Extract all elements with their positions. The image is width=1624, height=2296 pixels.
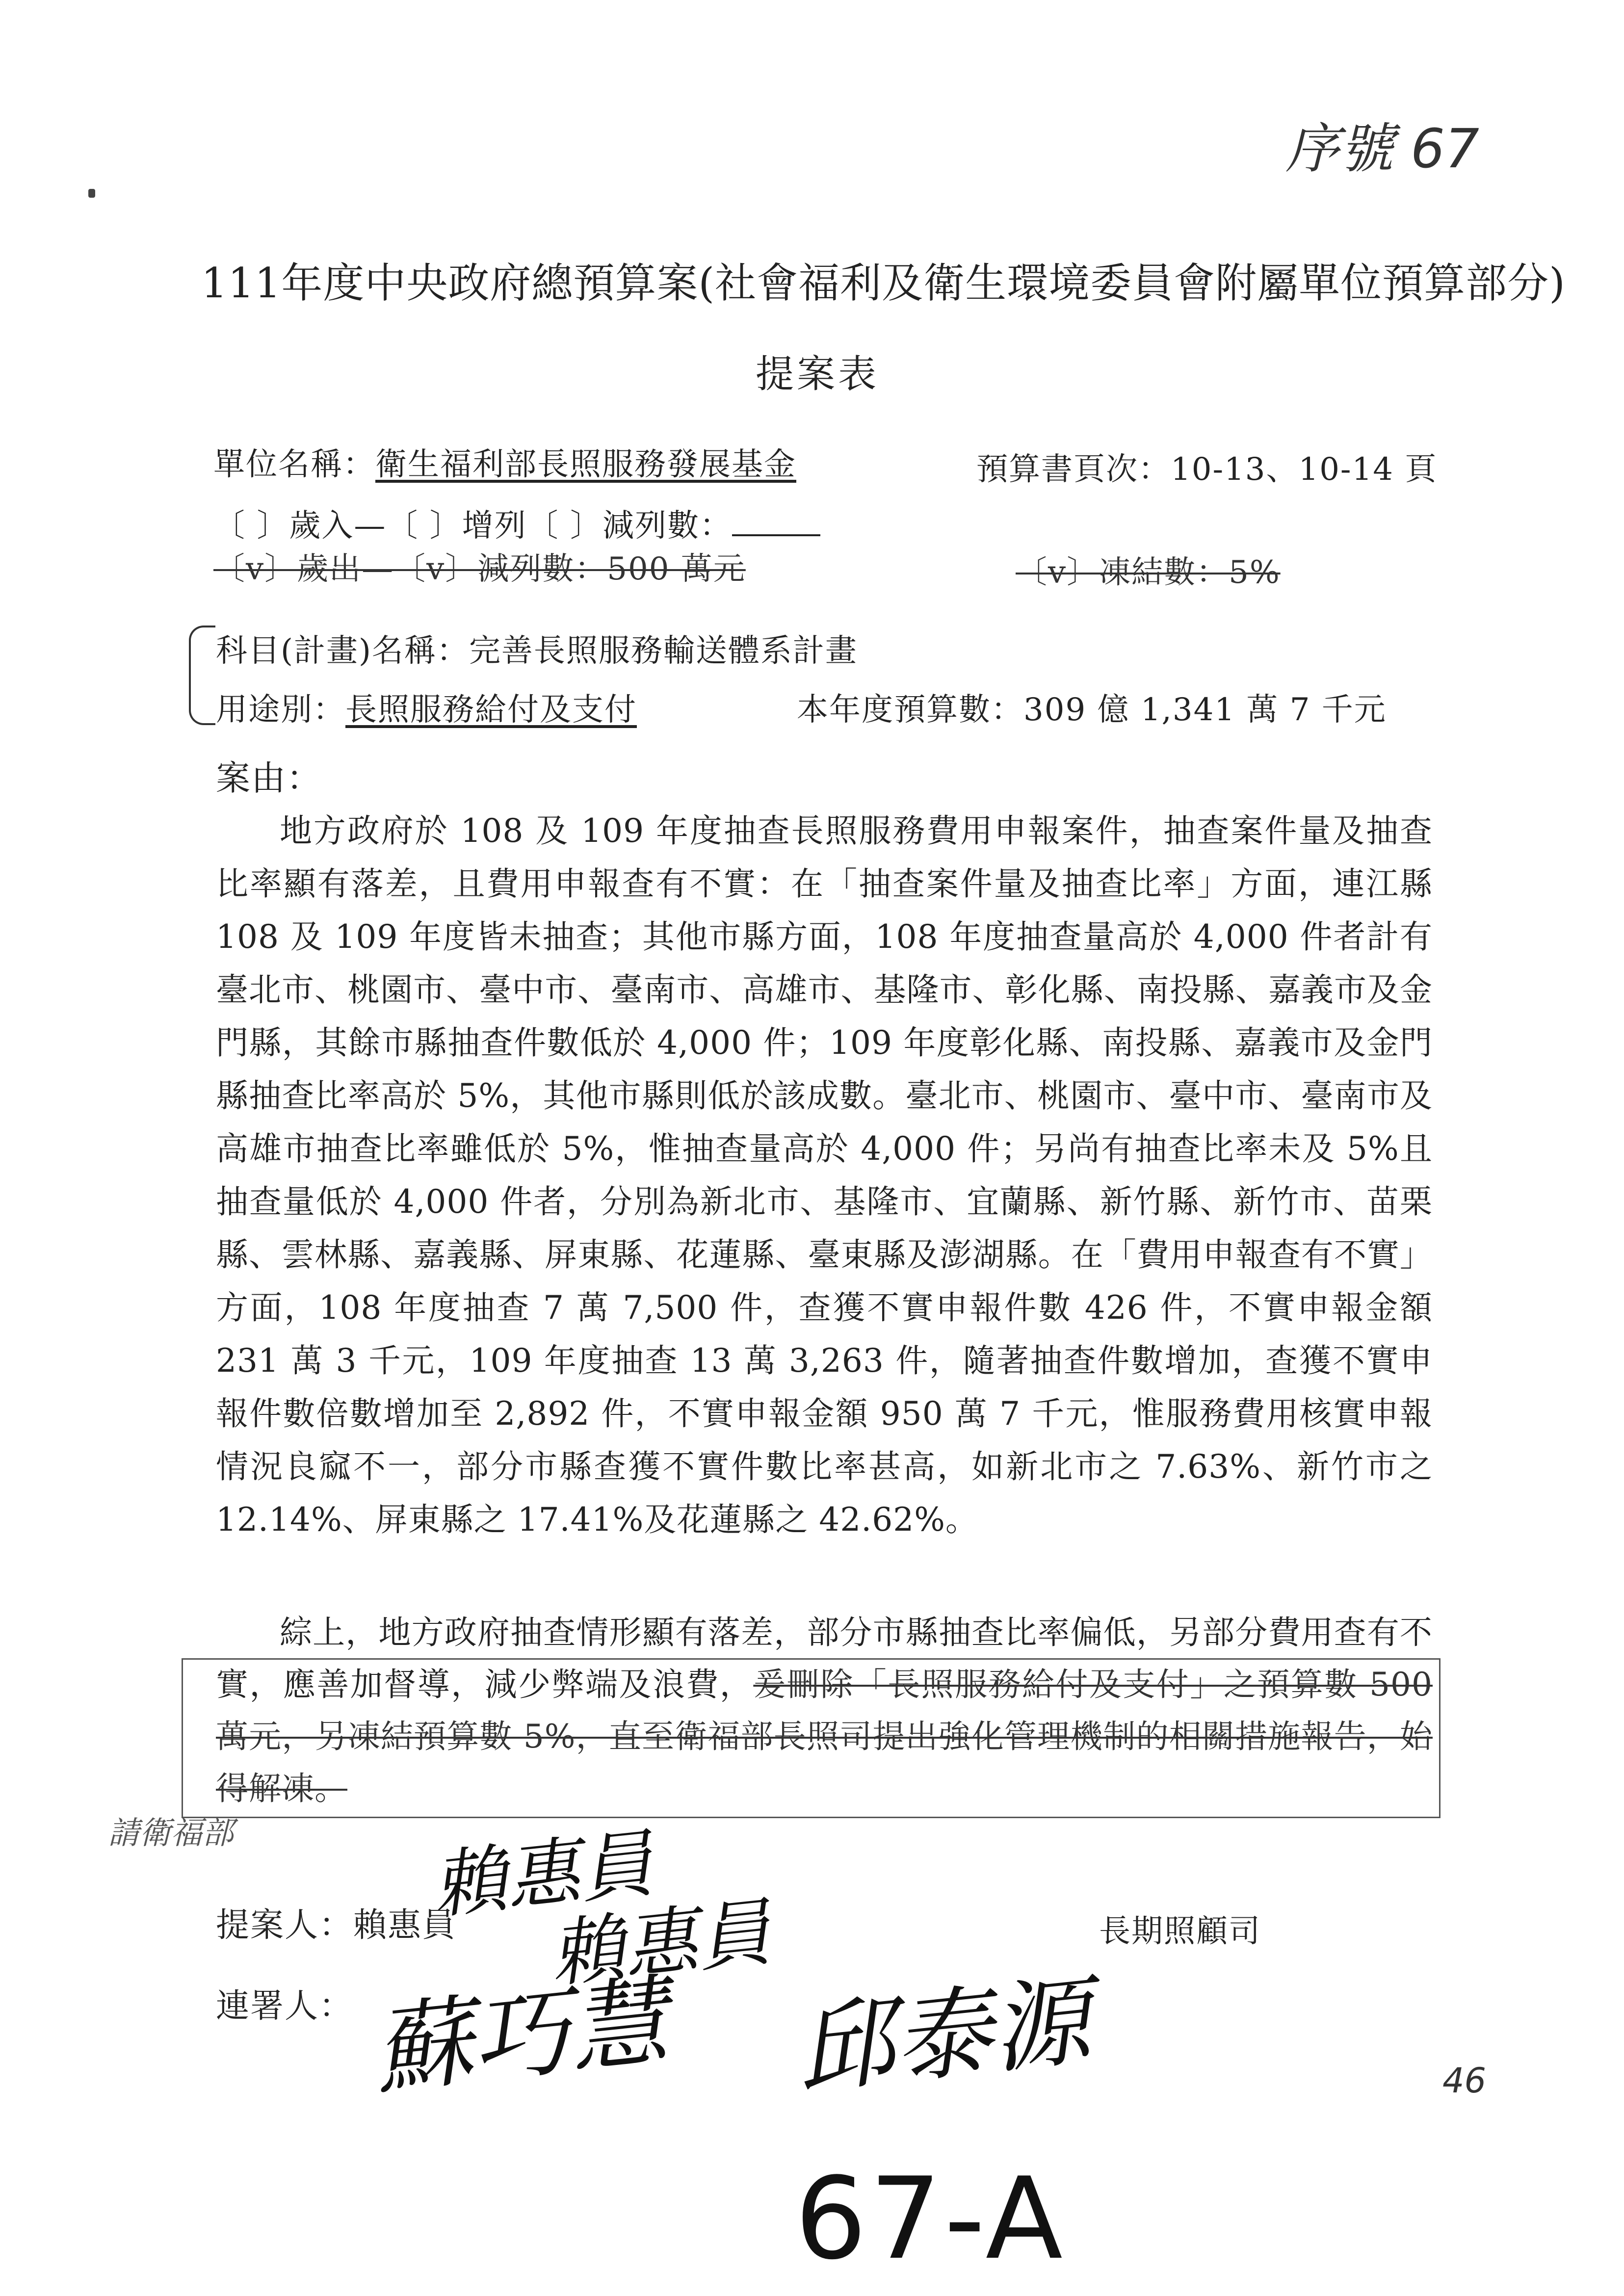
unit-value: 衛生福利部長照服務發展基金: [375, 446, 796, 483]
unit-row: [213, 439, 796, 484]
conclusion: [216, 1607, 1433, 1815]
serial-note: 序號 67: [1285, 117, 1479, 180]
pages-row: [976, 444, 1437, 489]
pages-value: 10-13、10-14 頁: [1171, 451, 1438, 488]
pages-label: 預算書頁次：: [976, 451, 1171, 488]
usage-value: 長照服務給付及支付: [345, 692, 637, 728]
freeze-row: 〔v〕凍結數：5%: [1016, 554, 1281, 591]
subject-row: [216, 626, 858, 671]
proposer-signature: 賴惠員: [428, 1821, 657, 1929]
budget-value: 309 億 1,341 萬 7 千元: [1023, 692, 1387, 728]
conclusion-struck: 爰刪除「長照服務給付及支付」之預算數 500 萬元，另凍結預算數 5%，直至衛福部長照司提出強化管理機制的相關措施報告，始得解凍。: [216, 1666, 1433, 1807]
revenue-options: 〔 〕歲入—〔 〕增列〔 〕減列數：: [213, 508, 733, 544]
expense-row: 〔v〕歲出—〔v〕減列數：500 萬元: [213, 551, 746, 587]
subject-bracket: [189, 626, 215, 725]
page-title: 111年度中央政府總預算案(社會福利及衛生環境委員會附屬單位預算部分): [201, 259, 1566, 307]
cosigner-label: 連署人：: [216, 1987, 354, 2026]
reason-label: 案由：: [216, 758, 322, 798]
revenue-blank: [732, 510, 820, 536]
usage-label: 用途別：: [216, 692, 345, 728]
revenue-row: [213, 500, 820, 546]
proposer-row: [216, 1899, 456, 1946]
proposer-label: 提案人：: [216, 1906, 354, 1945]
proposer-signature: 賴惠員: [546, 1889, 775, 1998]
speck: [88, 189, 95, 198]
cosigner-signature: 邱泰源: [790, 1964, 1096, 2109]
department: 長期照顧司: [1099, 1913, 1261, 1950]
form-subtitle: 提案表: [756, 352, 880, 396]
budget-label: 本年度預算數：: [797, 692, 1023, 728]
unit-label: 單位名稱：: [213, 446, 375, 483]
subject-value: 完善長照服務輸送體系計畫: [469, 633, 858, 669]
subject-label: 科目(計畫)名稱：: [216, 633, 469, 669]
margin-note: 請衛福部: [108, 1815, 234, 1852]
page-number: 46: [1442, 2061, 1487, 2101]
usage-row: [216, 684, 1387, 730]
stamp-number: 67-A: [795, 2154, 1066, 2285]
proposer-value: 賴惠員: [353, 1906, 457, 1945]
conclusion-kept: 綜上，地方政府抽查情形顯有落差，部分市縣抽查比率偏低，另部分費用查有不實，應善加督導，減少弊端及浪費，: [216, 1614, 1433, 1703]
cosigner-signature: 蘇巧慧: [368, 1964, 674, 2109]
reason-body: 地方政府於 108 及 109 年度抽查長照服務費用申報案件，抽查案件量及抽查比率顯有落差，且費用申報查有不實：在「抽查案件量及抽查比率」方面，連江縣 108 及 109 年度皆未抽查；其他市縣方面，108 年度抽查量高於 4,000 件者計有臺北市、桃園市、臺中市、臺南市、高雄市、基隆市、彰化縣、南投縣、嘉義市及金門縣，其餘市縣抽查件數低於 4,000 件；109 年度彰化縣、南投縣、嘉義市及金門縣抽查比率高於 5%，其他市縣則低於該成數。臺北市、桃園市、臺中市、臺南市及高雄市抽查比率雖低於 5%，惟抽查量高於 4,000 件；另尚有抽查比率未及 5%且抽查量低於 4,000 件者，分別為新北市、基隆市、宜蘭縣、新竹縣、新竹市、苗栗縣、雲林縣、嘉義縣、屏東縣、花蓮縣、臺東縣及澎湖縣。在「費用申報查有不實」方面，108 年度抽查 7 萬 7,500 件，查獲不實申報件數 426 件，不實申報金額 231 萬 3 千元，109 年度抽查 13 萬 3,263 件，隨著抽查件數增加，查獲不實申報件數倍數增加至 2,892 件，不實申報金額 950 萬 7 千元，惟服務費用核實申報情況良窳不一，部分市縣查獲不實件數比率甚高，如新北市之 7.63%、新竹市之 12.14%、屏東縣之 17.41%及花蓮縣之 42.62%。: [216, 812, 1433, 1539]
